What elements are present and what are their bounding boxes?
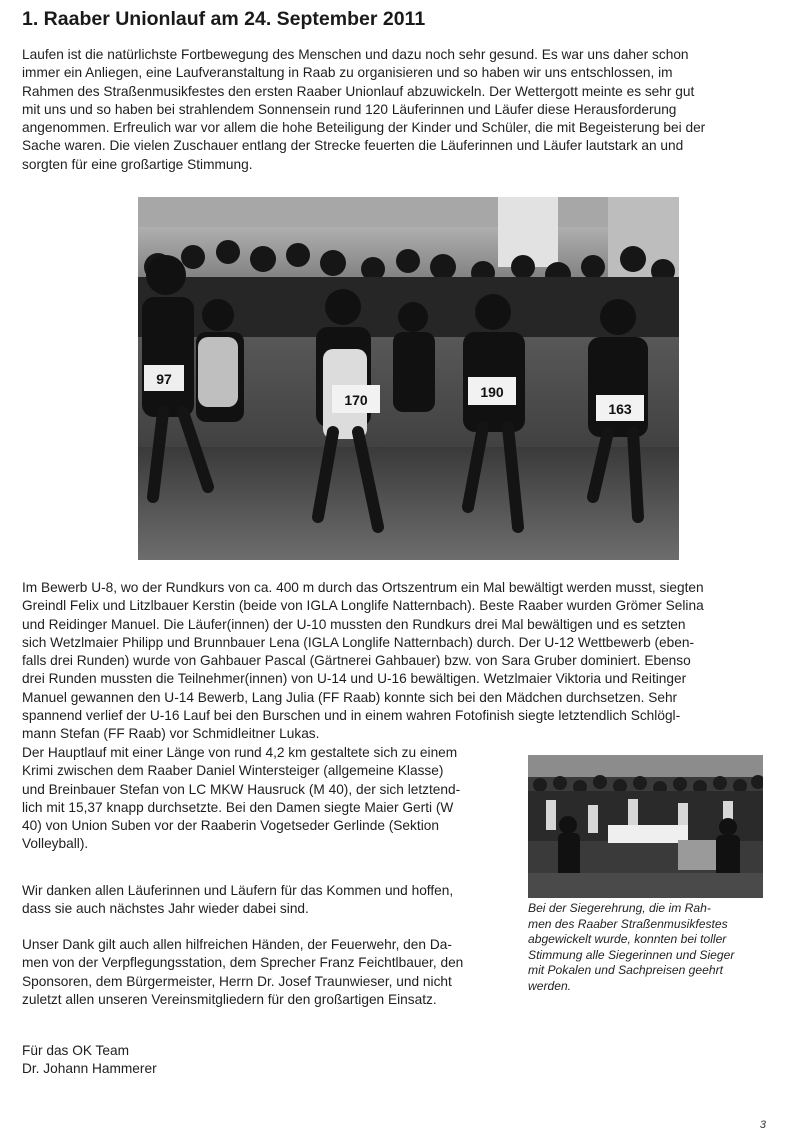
award-ceremony-photo-graphic	[528, 755, 763, 898]
text-line: Manuel gewannen den U-14 Bewerb, Lang Julia (FF Raab) konnte sich bei den Mädchen durchsetzen. Sehr	[22, 689, 678, 705]
intro-paragraph	[22, 46, 774, 174]
bib-number: 170	[344, 392, 368, 408]
text-line: mann Stefan (FF Raab) vor Schmidleitner Lukas.	[22, 726, 320, 742]
text-line: men des Raaber Straßenmusikfestes	[528, 916, 728, 931]
text-line: Unser Dank gilt auch allen hilfreichen Händen, der Feuerwehr, den Da-	[22, 937, 452, 952]
text-line: Für das OK Team	[22, 1043, 130, 1058]
text-line: immer ein Anliegen, eine Laufveranstaltung in Raab zu organisieren und so haben wir uns entschlossen, im	[22, 65, 673, 81]
text-line: Sponsoren, dem Bürgermeister, Herrn Dr. Josef Traunwieser, und nicht	[22, 973, 452, 989]
text-line: Krimi zwischen dem Raaber Daniel Wintersteiger (allgemeine Klasse)	[22, 763, 444, 779]
text-line: men von der Verpflegungsstation, dem Sprecher Franz Feichtlbauer, den	[22, 955, 464, 971]
text-line: abgewickelt wurde, konnten bei toller	[528, 932, 727, 947]
text-line: Greindl Felix und Litzlbauer Kerstin (beide von IGLA Longlife Natternbach). Beste Raaber wurden Grömer Selina	[22, 598, 704, 614]
text-line: sich Wetzlmaier Philipp und Brunnbauer Lena (IGLA Longlife Natternbach) durch. Der U-12 Wettbewerb (eben-	[22, 634, 695, 650]
bib-number: 97	[156, 371, 172, 387]
bib-number: 163	[608, 401, 632, 417]
text-line: dass sie auch nächstes Jahr wieder dabei sind.	[22, 901, 309, 917]
page-number: 3	[759, 1119, 766, 1131]
text-line: Dr. Johann Hammerer	[22, 1061, 157, 1077]
text-line: mit uns und so haben bei strahlendem Sonnensein rund 120 Läuferinnen und Läufer diese Herausforderung	[22, 101, 677, 117]
acknowledgement-paragraph	[22, 936, 512, 1009]
text-line: Stimmung alle Siegerinnen und Sieger	[528, 947, 735, 962]
text-line: angenommen. Erfreulich war vor allem die hohe Beteiligung der Kinder und Schüler, die mit Begeisterung bei der	[22, 120, 706, 136]
main-race-paragraph	[22, 744, 512, 854]
runners-photo	[138, 197, 679, 560]
text-line: falls drei Runden) wurde von Gahbauer Pascal (Gärtnerei Gahbauer) bzw. von Sara Gruber dominiert. Ebenso	[22, 653, 691, 669]
text-line: mit Pokalen und Sachpreisen geehrt	[528, 963, 723, 978]
text-line: sorgten für eine großartige Stimmung.	[22, 156, 253, 172]
text-line: Im Bewerb U-8, wo der Rundkurs von ca. 400 m durch das Ortszentrum ein Mal bewältigt werden musst, siegten	[22, 580, 704, 595]
text-line: zuletzt allen unseren Vereinsmitgliedern für den großartigen Einsatz.	[22, 991, 437, 1007]
page-title: 1. Raaber Unionlauf am 24. September 2011	[22, 8, 426, 30]
results-paragraph	[22, 579, 774, 744]
text-line: Laufen ist die natürlichste Fortbewegung des Menschen und dazu noch sehr gesund. Es war uns daher schon	[22, 47, 689, 62]
text-line: Volleyball).	[22, 836, 89, 852]
text-line: Sache waren. Die vielen Zuschauer entlang der Strecke feuerten die Läuferinnen und Läufer lautstark an und	[22, 138, 684, 154]
thanks-paragraph	[22, 882, 512, 919]
text-line: Wir danken allen Läuferinnen und Läufern für das Kommen und hoffen,	[22, 883, 454, 898]
award-ceremony-photo	[528, 755, 763, 898]
text-line: und Breinbauer Stefan von LC MKW Hausruck (M 40), der sich letztend-	[22, 781, 461, 797]
text-line: werden.	[528, 978, 572, 993]
text-line: Der Hauptlauf mit einer Länge von rund 4,2 km gestaltete sich zu einem	[22, 745, 458, 760]
bib-number: 190	[480, 384, 504, 400]
text-line: spannend verlief der U-16 Lauf bei den Burschen und in einem wahren Fotofinish siegte letztendlich Schlögl-	[22, 708, 681, 724]
photo-caption	[528, 901, 766, 995]
signature	[22, 1042, 322, 1079]
text-line: Bei der Siegerehrung, die im Rah-	[528, 901, 711, 915]
text-line: lich mit 15,37 knapp durchsetzte. Bei den Damen siegte Maier Gerti (W	[22, 799, 454, 815]
text-line: 40) von Union Suben vor der Raaberin Vogetseder Gerlinde (Sektion	[22, 818, 439, 834]
runners-photo-graphic	[138, 197, 679, 560]
text-line: Rahmen des Straßenmusikfestes den ersten Raaber Unionlauf abzuwickeln. Der Wettergott meinte es sehr gut	[22, 83, 695, 99]
text-line: drei Runden mussten die Teilnehmer(innen) von U-14 und U-16 bewältigen. Wetzlmaier Viktoria und Reitinger	[22, 671, 687, 687]
text-line: und Reidinger Manuel. Die Läufer(innen) der U-10 mussten den Rundkurs drei Mal bewältigen und es setzten	[22, 616, 686, 632]
